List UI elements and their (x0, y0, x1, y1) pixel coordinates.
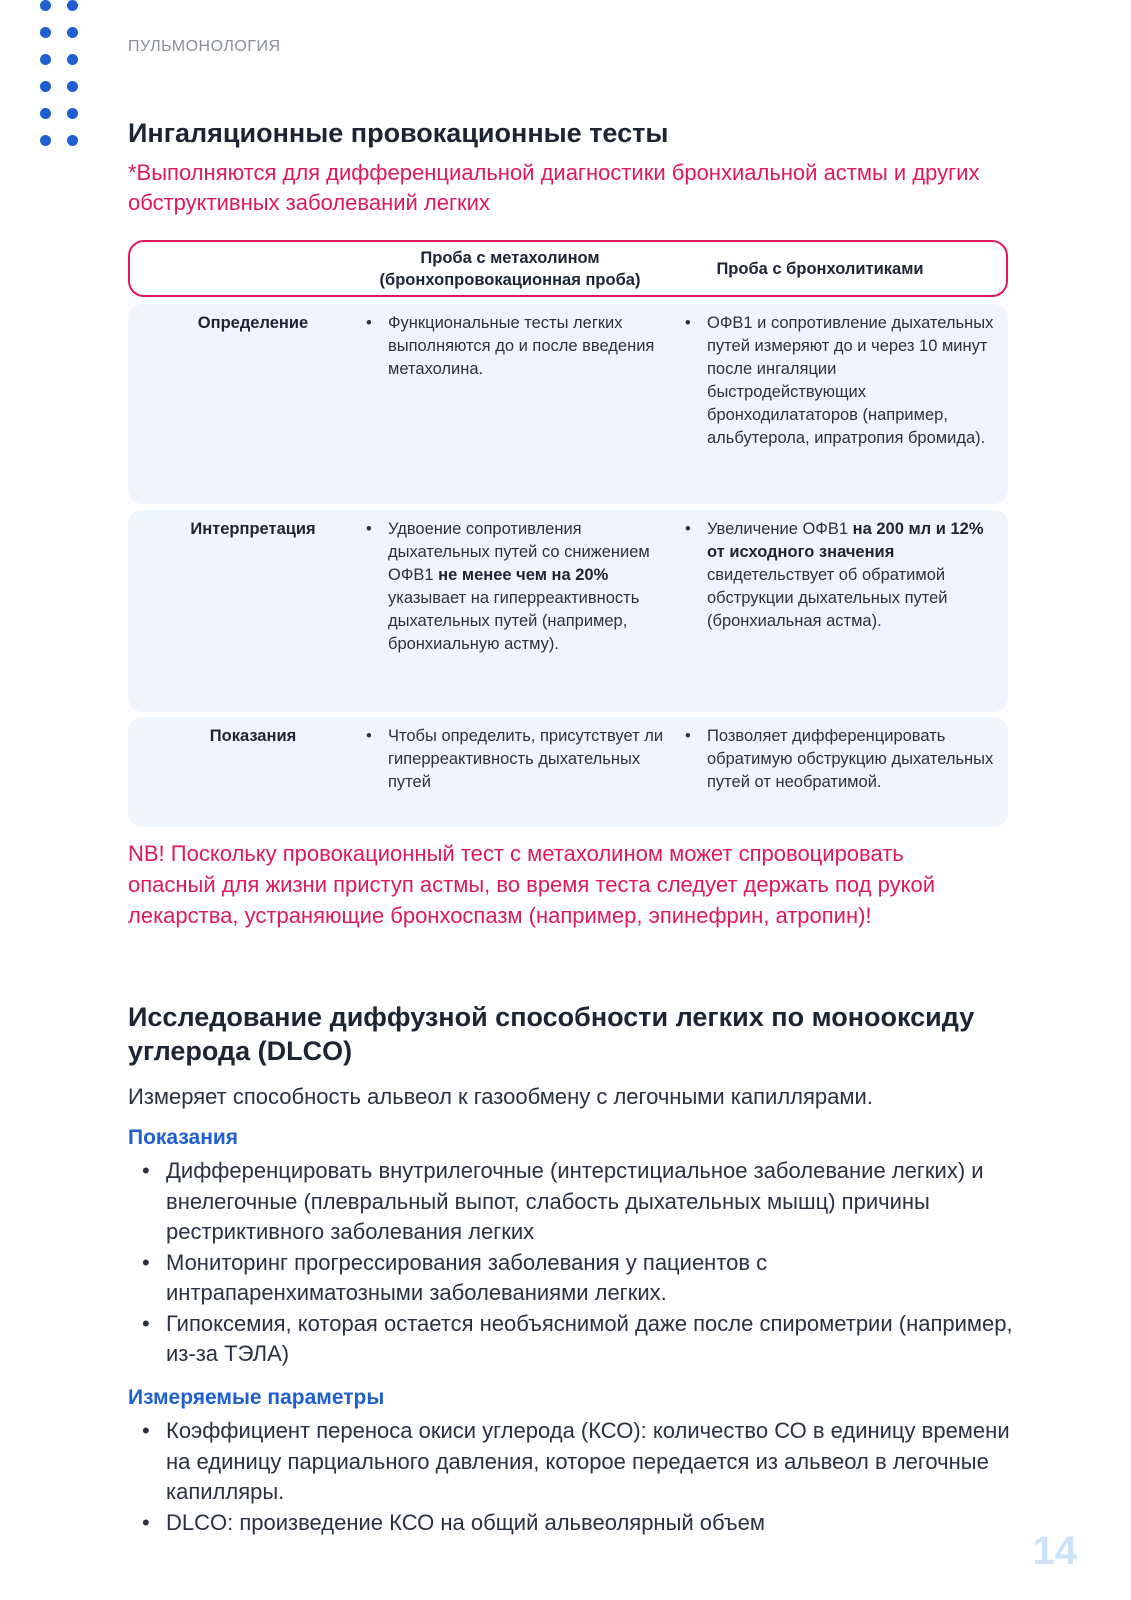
decor-dot (40, 81, 51, 92)
table-row-definition (128, 304, 1008, 504)
text-emphasis: на 200 мл и 12% от исходного значения (707, 520, 984, 561)
indications-heading: Показания (128, 1126, 239, 1149)
parameters-heading: Измеряемые параметры (128, 1386, 385, 1409)
decor-dot (40, 27, 51, 38)
text-part: указывает на гиперреактивность дыхательных путей (например, бронхиальную астму). (388, 589, 640, 653)
indications-list (142, 1156, 1022, 1370)
list-item: • Гипоксемия, которая остается необъяснимой даже после спирометрии (например, из-за ТЭЛА) (142, 1309, 1022, 1370)
decor-dot (40, 0, 51, 11)
row-label: Определение (197, 314, 309, 332)
decor-dot (40, 135, 51, 146)
dlco-title: Исследование диффузной способности легких по монооксиду углерода (DLCO) (128, 1002, 975, 1066)
table-row-interpretation (128, 510, 1008, 712)
bullet-icon: • (366, 727, 372, 745)
bullet-icon: • (366, 314, 372, 332)
decor-dot (67, 27, 78, 38)
row-label: Интерпретация (190, 520, 316, 538)
cell-text: ОФВ1 и сопротивление дыхательных путей измеряют до и через 10 минут после ингаляции быстродействующих бронходилататоров (например, альбутерола, ипратропия бромида). (707, 314, 994, 447)
decor-dot (67, 135, 78, 146)
section-tag: ПУЛЬМОНОЛОГИЯ (128, 38, 281, 55)
cell-text: Функциональные тесты легких выполняются до и после введения метахолина. (388, 314, 655, 378)
nb-warning: NB! Поскольку провокационный тест с метахолином может спровоцировать опасный для жизни приступ астмы, во время теста следует держать под рукой лекарства, устраняющие бронхоспазм (например, эпинефрин, атропин)! (128, 841, 935, 928)
list-item: • Дифференцировать внутрилегочные (интерстициальное заболевание легких) и внелегочные (плевральный выпот, слабость дыхательных мышц) причины рестриктивного заболевания легких (142, 1156, 1022, 1248)
decor-dot (67, 0, 78, 11)
text-part: свидетельствует об обратимой обструкции дыхательных путей (бронхиальная астма). (707, 566, 948, 630)
table-header-bronchodilator: Проба с бронхолитиками (716, 260, 924, 278)
dot-grid-decoration (40, 0, 90, 160)
parameters-list (142, 1416, 1022, 1538)
bullet-icon: • (685, 727, 691, 745)
row-label: Показания (209, 727, 297, 745)
dlco-lead: Измеряет способность альвеол к газообмену с легочными капиллярами. (128, 1084, 873, 1109)
bullet-icon: • (685, 520, 691, 538)
table-cell (366, 725, 666, 794)
decor-dot (67, 108, 78, 119)
text-part: Удвоение сопротивления дыхательных путей со снижением ОФВ1 (388, 520, 650, 584)
provocation-note: *Выполняются для дифференциальной диагностики бронхиальной астмы и других обструктивных заболеваний легких (128, 160, 980, 215)
cell-text: Чтобы определить, присутствует ли гиперреактивность дыхательных путей (388, 727, 664, 791)
provocation-title: Ингаляционные провокационные тесты (128, 118, 669, 148)
table-header (128, 240, 1008, 297)
table-cell (685, 312, 995, 450)
page-number: 14 (1032, 1529, 1077, 1573)
cell-text (366, 518, 666, 656)
decor-dot (40, 54, 51, 65)
header-line: Проба с метахолином (420, 249, 600, 267)
table-cell (685, 725, 995, 794)
table-cell (366, 518, 666, 656)
text-part: Увеличение ОФВ1 (707, 520, 853, 538)
table-row-indications (128, 717, 1008, 827)
table-header-methacholine (360, 247, 660, 291)
table-cell (685, 518, 995, 633)
cell-text (685, 518, 995, 633)
bullet-icon: • (366, 520, 372, 538)
list-item: • DLCO: произведение КСО на общий альвеолярный объем (142, 1508, 1022, 1539)
table-cell (366, 312, 666, 381)
list-item: • Коэффициент переноса окиси углерода (КСО): количество СО в единицу времени на единицу парциального давления, которое передается из альвеол в легочные капилляры. (142, 1416, 1022, 1508)
bullet-icon: • (685, 314, 691, 332)
decor-dot (67, 81, 78, 92)
decor-dot (40, 108, 51, 119)
decor-dot (67, 54, 78, 65)
text-emphasis: не менее чем на 20% (438, 566, 609, 584)
cell-text: Позволяет дифференцировать обратимую обструкцию дыхательных путей от необратимой. (707, 727, 994, 791)
header-line: (бронхопровокационная проба) (379, 271, 641, 289)
list-item: • Мониторинг прогрессирования заболевания у пациентов с интрапаренхиматозными заболеваниями легких. (142, 1248, 1022, 1309)
